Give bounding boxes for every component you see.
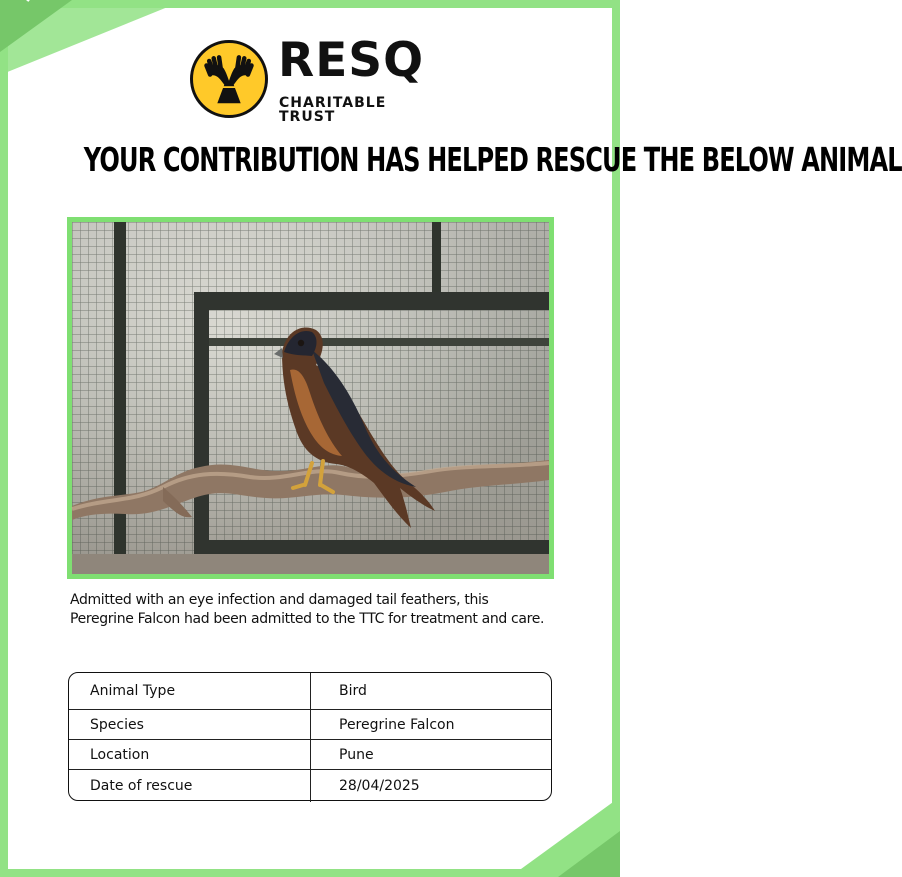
- species-value: Peregrine Falcon: [339, 716, 455, 733]
- animal-photo: [67, 217, 554, 579]
- date-of-rescue-label: Date of rescue: [69, 770, 311, 802]
- brand-logo: [190, 33, 435, 125]
- date-of-rescue-value: 28/04/2025: [339, 778, 420, 794]
- top-left-dark-decoration: [0, 0, 72, 52]
- brand-subtitle: CHARITABLE TRUST: [279, 95, 387, 125]
- table-row-animal-type: [69, 673, 551, 709]
- animal-type-value: Bird: [339, 683, 367, 699]
- location-value: Pune: [339, 746, 374, 763]
- rescue-description: Admitted with an eye infection and damaged tail feathers, this Peregrine Falcon had been admitted to the TTC for treatment and care.: [70, 592, 545, 627]
- hands-bird-logo-icon: [190, 40, 268, 118]
- location-label: Location: [69, 740, 311, 769]
- table-row-species: [69, 709, 551, 739]
- animal-type-label: Animal Type: [69, 673, 311, 709]
- table-row-location: [69, 739, 551, 769]
- animal-details-table: [68, 672, 552, 801]
- page-headline: YOUR CONTRIBUTION HAS HELPED RESCUE THE BELOW ANIMAL: [83, 140, 902, 179]
- bottom-right-dark-decoration: [558, 831, 620, 877]
- table-row-date-of-rescue: [69, 769, 551, 802]
- brand-name: RESQ: [278, 33, 425, 88]
- species-label: Species: [69, 710, 311, 739]
